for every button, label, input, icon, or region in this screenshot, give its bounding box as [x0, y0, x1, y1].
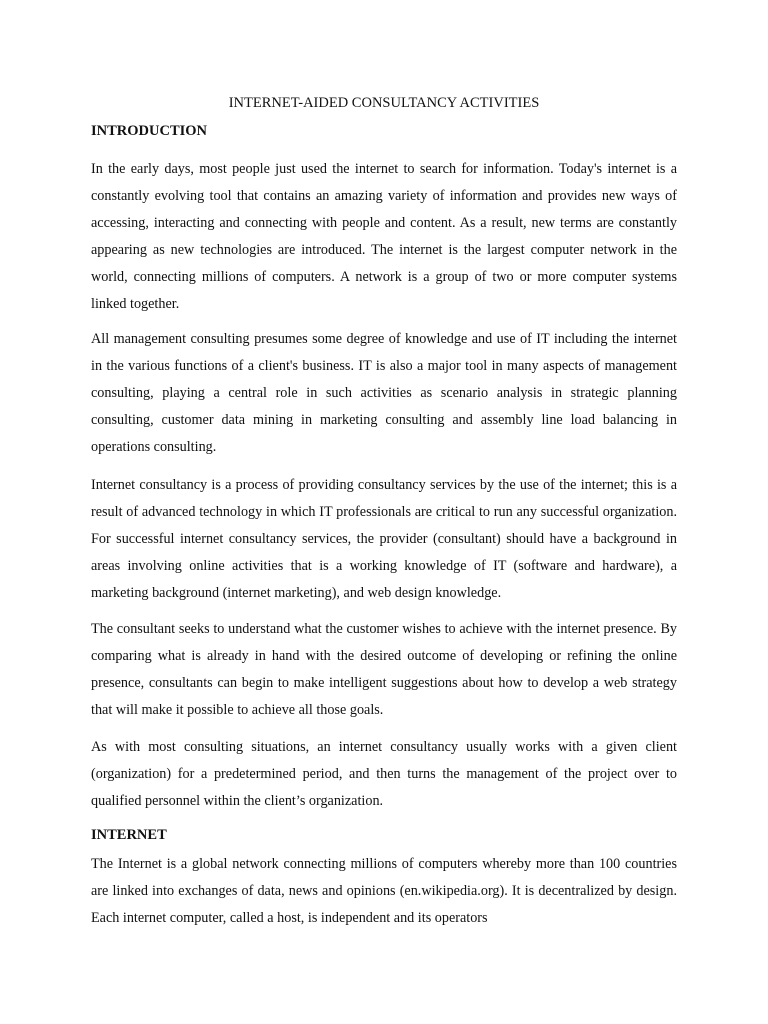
paragraph: As with most consulting situations, an internet consultancy usually works with a given client (organization) for a predetermined period, and then turns the management of the project over to qualified personnel within the client’s organization.: [91, 739, 677, 809]
document-title: INTERNET-AIDED CONSULTANCY ACTIVITIES: [228, 95, 540, 111]
paragraph: In the early days, most people just used the internet to search for information. Today's internet is a constantly evolving tool that contains an amazing variety of information and provides new ways of accessing, interacting and connecting with people and content. As a result, new terms are constantly appearing as new technologies are introduced. The internet is the largest computer network in the world, connecting millions of computers. A network is a group of two or more computer systems linked together.: [91, 161, 677, 312]
section-heading-internet: INTERNET: [91, 827, 167, 843]
paragraph: All management consulting presumes some degree of knowledge and use of IT including the internet in the various functions of a client's business. IT is also a major tool in many aspects of management consulting, playing a central role in such activities as scenario analysis in strategic planning consulting, customer data mining in marketing consulting and assembly line load balancing in operations consulting.: [91, 331, 677, 455]
paragraph: The Internet is a global network connecting millions of computers whereby more than 100 countries are linked into exchanges of data, news and opinions (en.wikipedia.org). It is decentralized by design. Each internet computer, called a host, is independent and its operators: [91, 856, 677, 926]
paragraph: Internet consultancy is a process of providing consultancy services by the use of the internet; this is a result of advanced technology in which IT professionals are critical to run any successful organization. For successful internet consultancy services, the provider (consultant) should have a background in areas involving online activities that is a working knowledge of IT (software and hardware), a marketing background (internet marketing), and web design knowledge.: [91, 477, 677, 601]
paragraph: The consultant seeks to understand what the customer wishes to achieve with the internet presence. By comparing what is already in hand with the desired outcome of developing or refining the online presence, consultants can begin to make intelligent suggestions about how to develop a web strategy that will make it possible to achieve all those goals.: [91, 621, 677, 718]
section-heading-introduction: INTRODUCTION: [91, 123, 208, 139]
